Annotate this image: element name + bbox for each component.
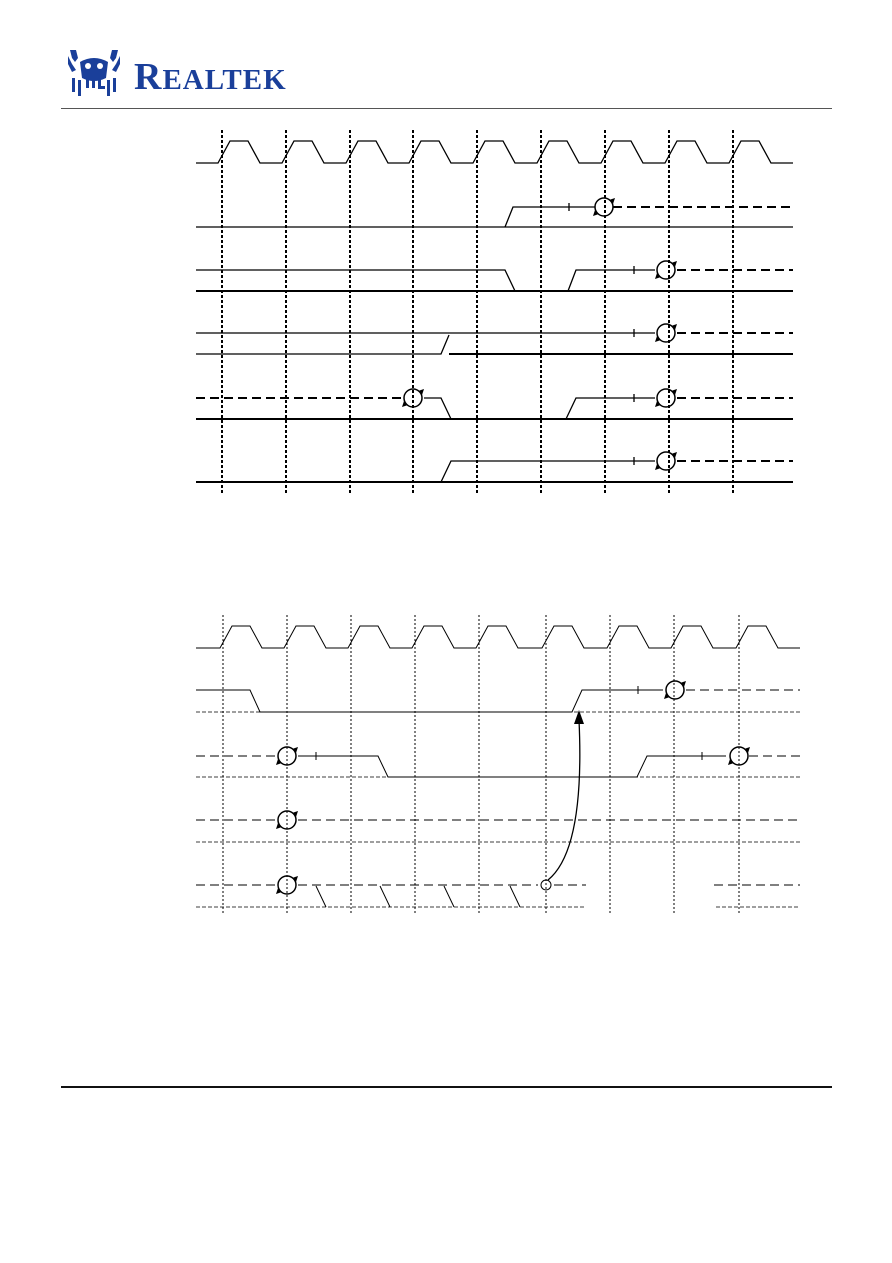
realtek-crab-logo-icon	[66, 48, 126, 105]
header-rule	[61, 108, 832, 109]
turnaround-arrowheads	[402, 198, 677, 470]
dependency-arrow	[548, 720, 580, 880]
timing-diagram-2	[0, 610, 892, 920]
brand-name	[134, 58, 287, 99]
brand-first-letter: R	[134, 56, 163, 98]
timing-diagram-1	[0, 125, 892, 505]
footer-rule	[61, 1086, 832, 1088]
clock-grid-lines	[223, 615, 739, 915]
clock-grid-lines	[222, 130, 733, 495]
turnaround-arrowheads	[276, 681, 750, 894]
brand-rest: EALTEK	[162, 64, 287, 96]
turnaround-marker-icon	[278, 681, 748, 894]
page-header	[0, 0, 892, 110]
